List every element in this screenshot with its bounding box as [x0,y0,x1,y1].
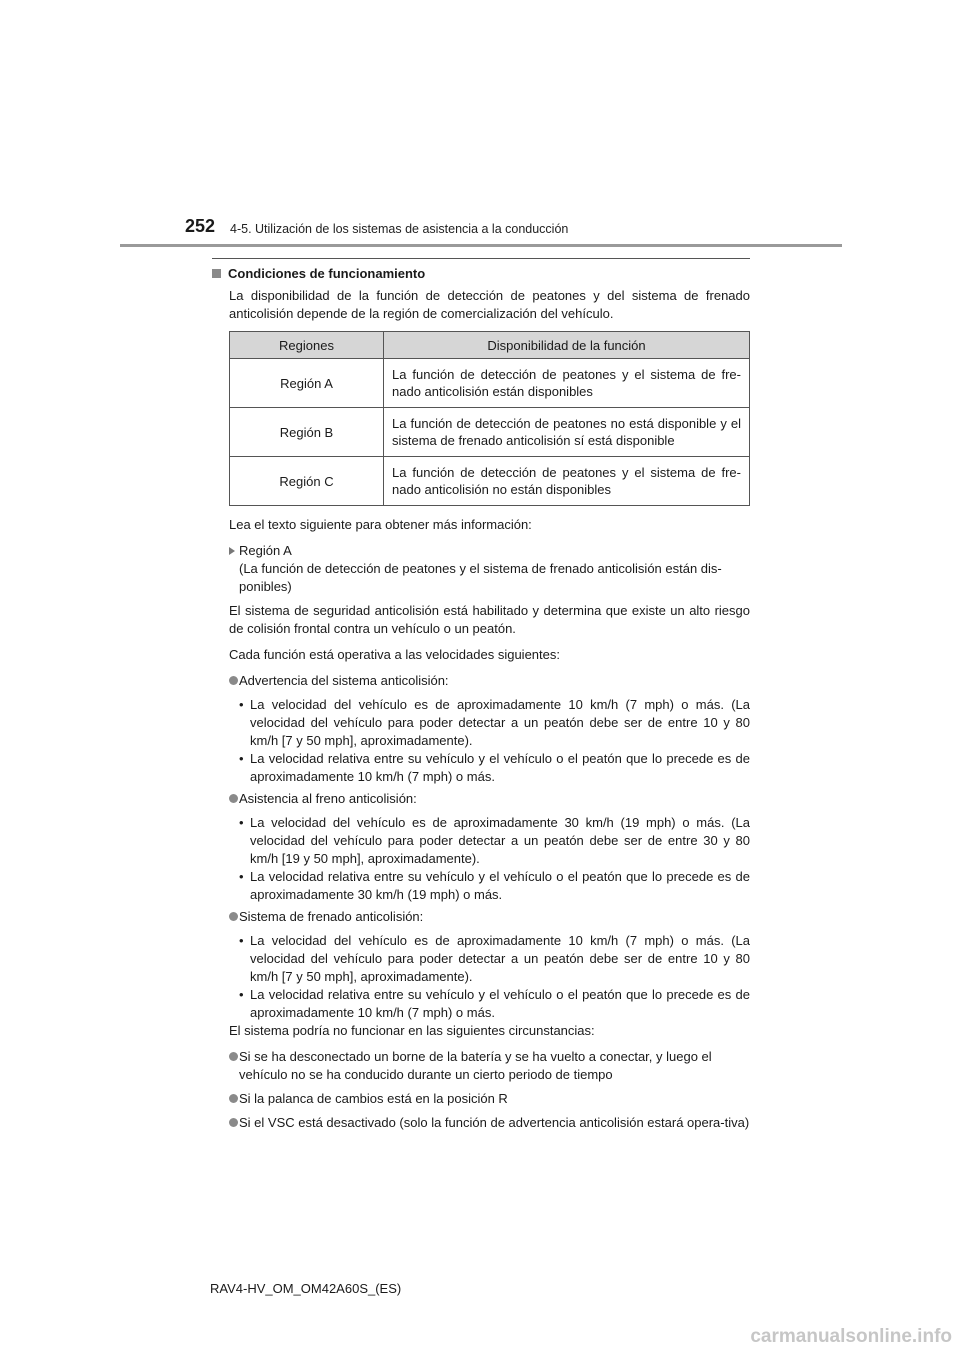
circumstance-text: Si la palanca de cambios está en la posición R [239,1091,508,1106]
table-cell-availability: La función de detección de peatones y el sistema de fre-nado anticolisión están disponibles [384,359,750,408]
detail-item: • La velocidad del vehículo es de aproximadamente 30 km/h (19 mph) o más. (La velocidad del vehículo para poder detectar a un peatón debe ser de entre 30 y 80 km/h [19 y 50 mph], aproximadamente). [239,815,750,866]
detail-item: • La velocidad del vehículo es de aproximadamente 10 km/h (7 mph) o más. (La velocidad del vehículo para poder detectar a un peatón debe ser de entre 10 y 80 km/h [7 y 50 mph], aproximadamente). [239,933,750,984]
region-a-detail: (La función de detección de peatones y el sistema de frenado anticolisión están dis-ponibles) [239,561,722,594]
circle-bullet-icon [229,1118,238,1127]
table-row [230,408,750,457]
circle-bullet-icon [229,794,238,803]
function-details [239,814,750,904]
section-intro: La disponibilidad de la función de detección de peatones y del sistema de frenado anticolisión depende de la región de comercialización del vehículo. [229,288,750,321]
circumstance-text: Si el VSC está desactivado (solo la función de advertencia anticolisión estará opera-tiva) [239,1115,750,1130]
page-number: 252 [185,216,216,236]
table-row [230,457,750,506]
square-bullet-icon [212,269,221,278]
table-header-regions: Regiones [230,332,384,359]
table-cell-availability: La función de detección de peatones y el sistema de fre-nado anticolisión no están disponibles [384,457,750,506]
watermark: carmanualsonline.info [750,1326,952,1347]
circumstance-item [229,1048,750,1084]
function-name: Advertencia del sistema anticolisión: [239,673,449,688]
section-heading [212,265,750,283]
detail-item: • La velocidad relativa entre su vehículo y el vehículo o el peatón que lo precede es de aproximadamente 10 km/h (7 mph) o más. [239,987,750,1020]
function-details [239,932,750,1022]
circle-bullet-icon [229,676,238,685]
after-table-text: Lea el texto siguiente para obtener más información: [229,517,532,532]
detail-item: • La velocidad relativa entre su vehículo y el vehículo o el peatón que lo precede es de aproximadamente 10 km/h (7 mph) o más. [239,751,750,784]
function-item [229,908,750,926]
detail-text: La velocidad relativa entre su vehículo y el vehículo o el peatón que lo precede es de aproximadamente 30 km/h (19 mph) o más. [250,869,750,902]
circumstance-item [229,1090,750,1108]
section-title: Condiciones de funcionamiento [228,266,426,281]
arrow-bullet-icon [229,547,235,555]
table-row [230,359,750,408]
region-a-item [229,542,750,596]
speeds-intro: Cada función está operativa a las velocidades siguientes: [229,647,560,662]
table-cell-availability: La función de detección de peatones no está disponible y el sistema de frenado anticolisión sí está disponible [384,408,750,457]
function-item [229,672,750,690]
function-item [229,790,750,808]
table-cell-region: Región C [230,457,384,506]
detail-text: La velocidad del vehículo es de aproximadamente 10 km/h (7 mph) o más. (La velocidad del vehículo para poder detectar a un peatón debe ser de entre 10 y 80 km/h [7 y 50 mph], aproximadamente). [250,697,750,748]
system-description: El sistema de seguridad anticolisión está habilitado y determina que existe un alto riesgo de colisión frontal contra un vehículo o un peatón. [229,603,750,636]
function-name: Sistema de frenado anticolisión: [239,909,424,924]
detail-item: • La velocidad relativa entre su vehículo y el vehículo o el peatón que lo precede es de aproximadamente 30 km/h (19 mph) o más. [239,869,750,902]
section-header-title: 4-5. Utilización de los sistemas de asistencia a la conducción [230,222,569,236]
function-name: Asistencia al freno anticolisión: [239,791,417,806]
detail-item: • La velocidad del vehículo es de aproximadamente 10 km/h (7 mph) o más. (La velocidad del vehículo para poder detectar a un peatón debe ser de entre 10 y 80 km/h [7 y 50 mph], aproximadamente). [239,697,750,748]
function-details [239,696,750,786]
table-header-availability: Disponibilidad de la función [384,332,750,359]
circumstance-item [229,1114,750,1132]
footer-model-code: RAV4-HV_OM_OM42A60S_(ES) [210,1281,402,1296]
circle-bullet-icon [229,1094,238,1103]
circle-bullet-icon [229,912,238,921]
table-cell-region: Región B [230,408,384,457]
page-content [212,258,750,1138]
detail-text: La velocidad relativa entre su vehículo y el vehículo o el peatón que lo precede es de aproximadamente 10 km/h (7 mph) o más. [250,987,750,1020]
table-cell-region: Región A [230,359,384,408]
detail-text: La velocidad relativa entre su vehículo y el vehículo o el peatón que lo precede es de aproximadamente 10 km/h (7 mph) o más. [250,751,750,784]
region-availability-table [229,331,750,506]
header-divider [120,244,842,247]
region-a-title: Región A [239,543,292,558]
content-divider [212,258,750,259]
table-header-row [230,332,750,359]
detail-text: La velocidad del vehículo es de aproximadamente 10 km/h (7 mph) o más. (La velocidad del vehículo para poder detectar a un peatón debe ser de entre 10 y 80 km/h [7 y 50 mph], aproximadamente). [250,933,750,984]
circumstance-text: Si se ha desconectado un borne de la batería y se ha vuelto a conectar, y luego el vehículo no se ha conducido durante un cierto periodo de tiempo [239,1049,712,1082]
detail-text: La velocidad del vehículo es de aproximadamente 30 km/h (19 mph) o más. (La velocidad del vehículo para poder detectar a un peatón debe ser de entre 30 y 80 km/h [19 y 50 mph], aproximadamente). [250,815,750,866]
circle-bullet-icon [229,1052,238,1061]
circumstances-intro: El sistema podría no funcionar en las siguientes circunstancias: [229,1023,595,1038]
